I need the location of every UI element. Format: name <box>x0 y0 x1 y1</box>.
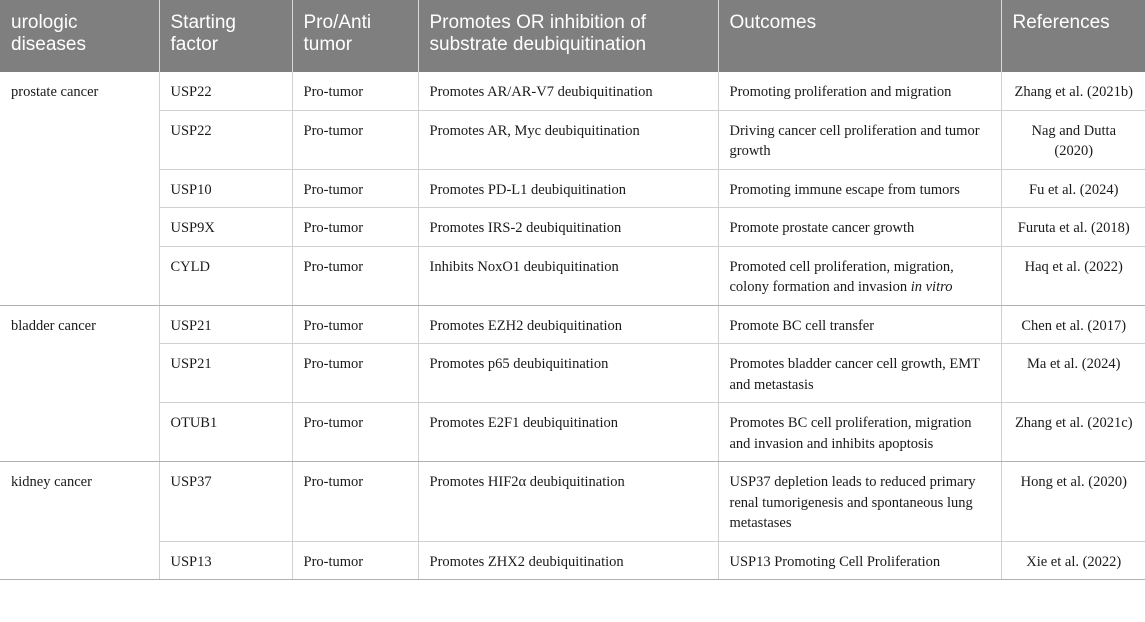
outcome-text: Promotes bladder cancer cell growth, EMT and metastasis <box>729 356 980 393</box>
outcome-cell <box>718 110 1001 169</box>
mechanism-cell: Promotes IRS-2 deubiquitination <box>418 208 718 247</box>
mechanism-cell: Promotes PD-L1 deubiquitination <box>418 169 718 208</box>
pro-anti-tumor-cell: Pro-tumor <box>292 72 418 110</box>
mechanism-cell: Promotes AR/AR-V7 deubiquitination <box>418 72 718 110</box>
table-row <box>0 541 1145 580</box>
pro-anti-tumor-cell: Pro-tumor <box>292 344 418 403</box>
table-row <box>0 110 1145 169</box>
table-row <box>0 246 1145 305</box>
outcome-cell <box>718 344 1001 403</box>
starting-factor-cell: USP9X <box>159 208 292 247</box>
pro-anti-tumor-cell: Pro-tumor <box>292 169 418 208</box>
table-row <box>0 462 1145 542</box>
pro-anti-tumor-cell: Pro-tumor <box>292 403 418 462</box>
mechanism-cell: Promotes ZHX2 deubiquitination <box>418 541 718 580</box>
outcome-text: Promoting immune escape from tumors <box>729 181 960 198</box>
table-row <box>0 344 1145 403</box>
outcome-text: Promoted cell proliferation, migration, colony formation and invasion <box>729 258 954 295</box>
header-references: References <box>1001 0 1145 72</box>
header-row <box>0 0 1145 72</box>
outcome-text: Promote prostate cancer growth <box>729 220 915 236</box>
outcome-text: Driving cancer cell proliferation and tumor growth <box>729 122 980 159</box>
mechanism-cell: Promotes E2F1 deubiquitination <box>418 403 718 462</box>
table-row <box>0 169 1145 208</box>
table-row <box>0 72 1145 110</box>
starting-factor-cell: USP37 <box>159 462 292 542</box>
starting-factor-cell: CYLD <box>159 246 292 305</box>
outcome-cell <box>718 462 1001 542</box>
outcome-cell <box>718 72 1001 110</box>
reference-cell: Zhang et al. (2021b) <box>1001 72 1145 110</box>
reference-cell: Ma et al. (2024) <box>1001 344 1145 403</box>
starting-factor-cell: OTUB1 <box>159 403 292 462</box>
mechanism-cell: Promotes AR, Myc deubiquitination <box>418 110 718 169</box>
reference-cell: Hong et al. (2020) <box>1001 462 1145 542</box>
pro-anti-tumor-cell: Pro-tumor <box>292 541 418 580</box>
reference-cell: Furuta et al. (2018) <box>1001 208 1145 247</box>
pro-anti-tumor-cell: Pro-tumor <box>292 110 418 169</box>
pro-anti-tumor-cell: Pro-tumor <box>292 208 418 247</box>
reference-cell: Chen et al. (2017) <box>1001 305 1145 344</box>
disease-cell: kidney cancer <box>0 462 159 580</box>
reference-cell: Zhang et al. (2021c) <box>1001 403 1145 462</box>
outcome-cell <box>718 246 1001 305</box>
starting-factor-cell: USP21 <box>159 344 292 403</box>
outcome-cell <box>718 208 1001 247</box>
pro-anti-tumor-cell: Pro-tumor <box>292 246 418 305</box>
outcome-text: USP37 depletion leads to reduced primary renal tumorigenesis and spontaneous lung metastases <box>729 474 976 531</box>
header-pro-anti-tumor: Pro/Anti tumor <box>292 0 418 72</box>
outcome-text: Promote BC cell transfer <box>729 317 875 334</box>
reference-cell: Nag and Dutta (2020) <box>1001 110 1145 169</box>
mechanism-cell: Promotes EZH2 deubiquitination <box>418 305 718 344</box>
reference-cell: Fu et al. (2024) <box>1001 169 1145 208</box>
outcome-text: USP13 Promoting Cell Proliferation <box>729 553 941 570</box>
header-mechanism: Promotes OR inhibition of substrate deubiquitination <box>418 0 718 72</box>
outcome-cell <box>718 305 1001 344</box>
header-outcomes: Outcomes <box>718 0 1001 72</box>
table-header <box>0 0 1145 72</box>
outcome-cell <box>718 403 1001 462</box>
starting-factor-cell: USP21 <box>159 305 292 344</box>
mechanism-cell: Promotes p65 deubiquitination <box>418 344 718 403</box>
table-row <box>0 208 1145 247</box>
table-row <box>0 403 1145 462</box>
starting-factor-cell: USP22 <box>159 110 292 169</box>
outcome-text: Promoting proliferation and migration <box>729 84 952 100</box>
outcome-cell <box>718 169 1001 208</box>
disease-cell: prostate cancer <box>0 72 159 305</box>
disease-cell: bladder cancer <box>0 305 159 462</box>
outcome-italic-text: in vitro <box>910 279 953 295</box>
mechanism-cell: Promotes HIF2α deubiquitination <box>418 462 718 542</box>
starting-factor-cell: USP22 <box>159 72 292 110</box>
pro-anti-tumor-cell: Pro-tumor <box>292 462 418 542</box>
header-starting-factor: Starting factor <box>159 0 292 72</box>
header-urologic-diseases: urologic diseases <box>0 0 159 72</box>
reference-cell: Haq et al. (2022) <box>1001 246 1145 305</box>
table-row <box>0 305 1145 344</box>
outcome-cell <box>718 541 1001 580</box>
pro-anti-tumor-cell: Pro-tumor <box>292 305 418 344</box>
outcome-text: Promotes BC cell proliferation, migration and invasion and inhibits apoptosis <box>729 415 972 452</box>
table-body <box>0 72 1145 580</box>
starting-factor-cell: USP10 <box>159 169 292 208</box>
starting-factor-cell: USP13 <box>159 541 292 580</box>
mechanism-cell: Inhibits NoxO1 deubiquitination <box>418 246 718 305</box>
reference-cell: Xie et al. (2022) <box>1001 541 1145 580</box>
